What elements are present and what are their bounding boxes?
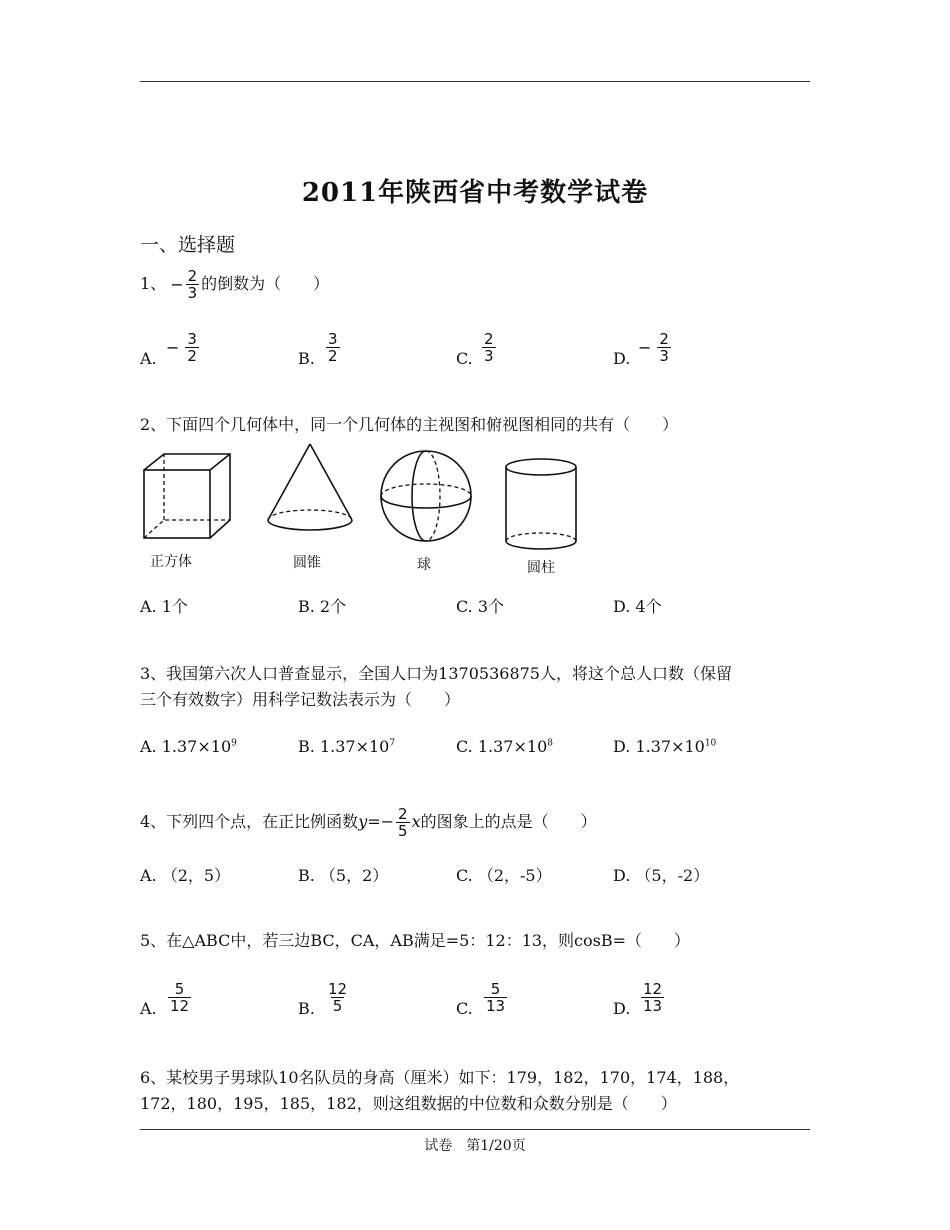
option-den: 2 — [328, 347, 338, 365]
q2-option-c[interactable]: C. 3个 — [456, 597, 505, 616]
option-exponent: 10 — [704, 738, 717, 749]
q5-option-d-value — [635, 981, 666, 1014]
q6-line-1: 6、某校男子男球队10名队员的身高（厘米）如下：179，182，170，174，188， — [140, 1068, 740, 1087]
q5-option-a[interactable] — [140, 999, 157, 1018]
q3-line-1: 3、我国第六次人口普查显示，全国人口为1370536875人，将这个总人口数（保留 — [140, 664, 732, 683]
q1-fraction — [186, 268, 200, 301]
q1-frac-den: 3 — [187, 284, 198, 302]
q3-option-c[interactable] — [456, 737, 553, 756]
option-den: 5 — [332, 997, 343, 1015]
cylinder-figure — [500, 455, 582, 555]
q4-suffix: 的图象上的点是（ ） — [420, 812, 597, 831]
q1-option-a-value — [162, 331, 201, 364]
q3-options — [140, 716, 820, 756]
footer-rule — [140, 1129, 810, 1130]
question-5: 5、在△ABC中，若三边BC，CA，AB满足=5：12：13，则cosB=（ ） — [140, 931, 691, 950]
option-den: 3 — [659, 347, 669, 365]
q2-options — [140, 577, 820, 617]
q4-func-den: 5 — [398, 822, 408, 840]
question-1 — [140, 268, 815, 301]
q5-option-b-value — [320, 981, 351, 1014]
option-num: 12 — [328, 980, 348, 998]
option-exponent: 7 — [389, 738, 396, 749]
option-base: 1.37×10 — [635, 737, 705, 756]
option-base: 1.37×10 — [161, 737, 232, 756]
q1-frac-num: 2 — [187, 267, 198, 285]
q4-option-b[interactable]: B. （5，2） — [298, 866, 389, 885]
page-footer: 试卷 第1/20页 — [424, 1138, 526, 1154]
option-letter: B. — [298, 737, 315, 756]
q5-option-d[interactable] — [613, 999, 630, 1018]
q4-func-num: 2 — [398, 805, 408, 823]
option-letter: C. — [456, 999, 473, 1018]
option-den: 13 — [486, 997, 506, 1015]
option-letter: A. — [140, 349, 157, 368]
cylinder-label: 圆柱 — [527, 560, 555, 576]
q5-option-c-value — [478, 981, 509, 1014]
option-num: 12 — [643, 980, 663, 998]
q1-option-a[interactable] — [140, 349, 157, 368]
q2-option-a[interactable]: A. 1个 — [140, 597, 188, 616]
q1-option-d-value — [634, 331, 673, 364]
header-rule — [140, 81, 810, 82]
q5-option-b[interactable] — [298, 999, 315, 1018]
option-letter: B. — [298, 349, 315, 368]
option-num: 3 — [328, 330, 338, 348]
q1-options — [140, 328, 820, 368]
option-sign: − — [166, 338, 180, 357]
q1-option-d[interactable] — [613, 349, 630, 368]
q1-sign: − — [170, 274, 184, 294]
option-letter: C. — [456, 349, 473, 368]
option-num: 3 — [187, 330, 197, 348]
q3-option-a[interactable] — [140, 737, 237, 756]
question-6 — [140, 1065, 815, 1117]
question-4 — [140, 806, 815, 839]
q4-option-a[interactable]: A. （2，5） — [140, 866, 231, 885]
option-num: 2 — [484, 330, 494, 348]
option-letter: D. — [613, 349, 631, 368]
q4-option-d[interactable]: D. （5，-2） — [613, 866, 710, 885]
option-den: 13 — [643, 997, 663, 1015]
option-den: 12 — [170, 997, 190, 1015]
option-base: 1.37×10 — [477, 737, 548, 756]
q4-prefix: 4、下列四个点，在正比例函数 — [140, 812, 359, 831]
q1-option-b-value — [320, 331, 342, 364]
question-2: 2、下面四个几何体中，同一个几何体的主视图和俯视图相同的共有（ ） — [140, 415, 679, 434]
q4-func-fraction — [396, 806, 410, 839]
option-den: 3 — [484, 347, 494, 365]
q3-option-b[interactable] — [298, 737, 395, 756]
q5-option-a-value — [162, 981, 193, 1014]
q1-prefix: 1、 — [140, 274, 167, 293]
q4-func-x: x — [411, 812, 421, 831]
question-3 — [140, 661, 815, 713]
q1-option-b[interactable] — [298, 349, 315, 368]
option-sign: − — [638, 338, 652, 357]
q4-func-eq: =− — [367, 812, 395, 831]
sphere-figure — [376, 448, 476, 548]
option-num: 2 — [659, 330, 669, 348]
option-base: 1.37×10 — [319, 737, 390, 756]
q4-func-y: y — [358, 812, 368, 831]
q2-option-d[interactable]: D. 4个 — [613, 597, 662, 616]
q5-option-c[interactable] — [456, 999, 473, 1018]
q3-option-d[interactable] — [613, 737, 716, 756]
option-exponent: 9 — [231, 738, 237, 749]
option-exponent: 8 — [547, 738, 553, 749]
cube-label: 正方体 — [150, 554, 192, 570]
q5-options — [140, 978, 820, 1018]
q1-suffix: 的倒数为（ ） — [201, 274, 330, 293]
option-letter: D. — [613, 737, 631, 756]
page-title: 2011年陕西省中考数学试卷 — [301, 178, 649, 208]
option-letter: C. — [456, 737, 473, 756]
cone-label: 圆锥 — [293, 555, 321, 571]
sphere-label: 球 — [417, 557, 431, 573]
option-letter: A. — [140, 737, 157, 756]
q4-options — [140, 846, 820, 886]
cube-figure — [138, 450, 238, 545]
option-letter: D. — [613, 999, 631, 1018]
cone-figure — [262, 440, 358, 540]
option-den: 2 — [187, 347, 197, 365]
q1-option-c-value — [476, 331, 498, 364]
q2-option-b[interactable]: B. 2个 — [298, 597, 347, 616]
option-letter: A. — [140, 999, 157, 1018]
q1-option-c[interactable] — [456, 349, 473, 368]
option-letter: B. — [298, 999, 315, 1018]
option-num: 5 — [490, 980, 501, 998]
option-num: 5 — [174, 980, 185, 998]
section-heading: 一、选择题 — [140, 234, 236, 256]
q3-line-2: 三个有效数字）用科学记数法表示为（ ） — [140, 690, 461, 709]
q6-line-2: 172，180，195，185，182，则这组数据的中位数和众数分别是（ ） — [140, 1094, 677, 1113]
q4-option-c[interactable]: C. （2，-5） — [456, 866, 552, 885]
